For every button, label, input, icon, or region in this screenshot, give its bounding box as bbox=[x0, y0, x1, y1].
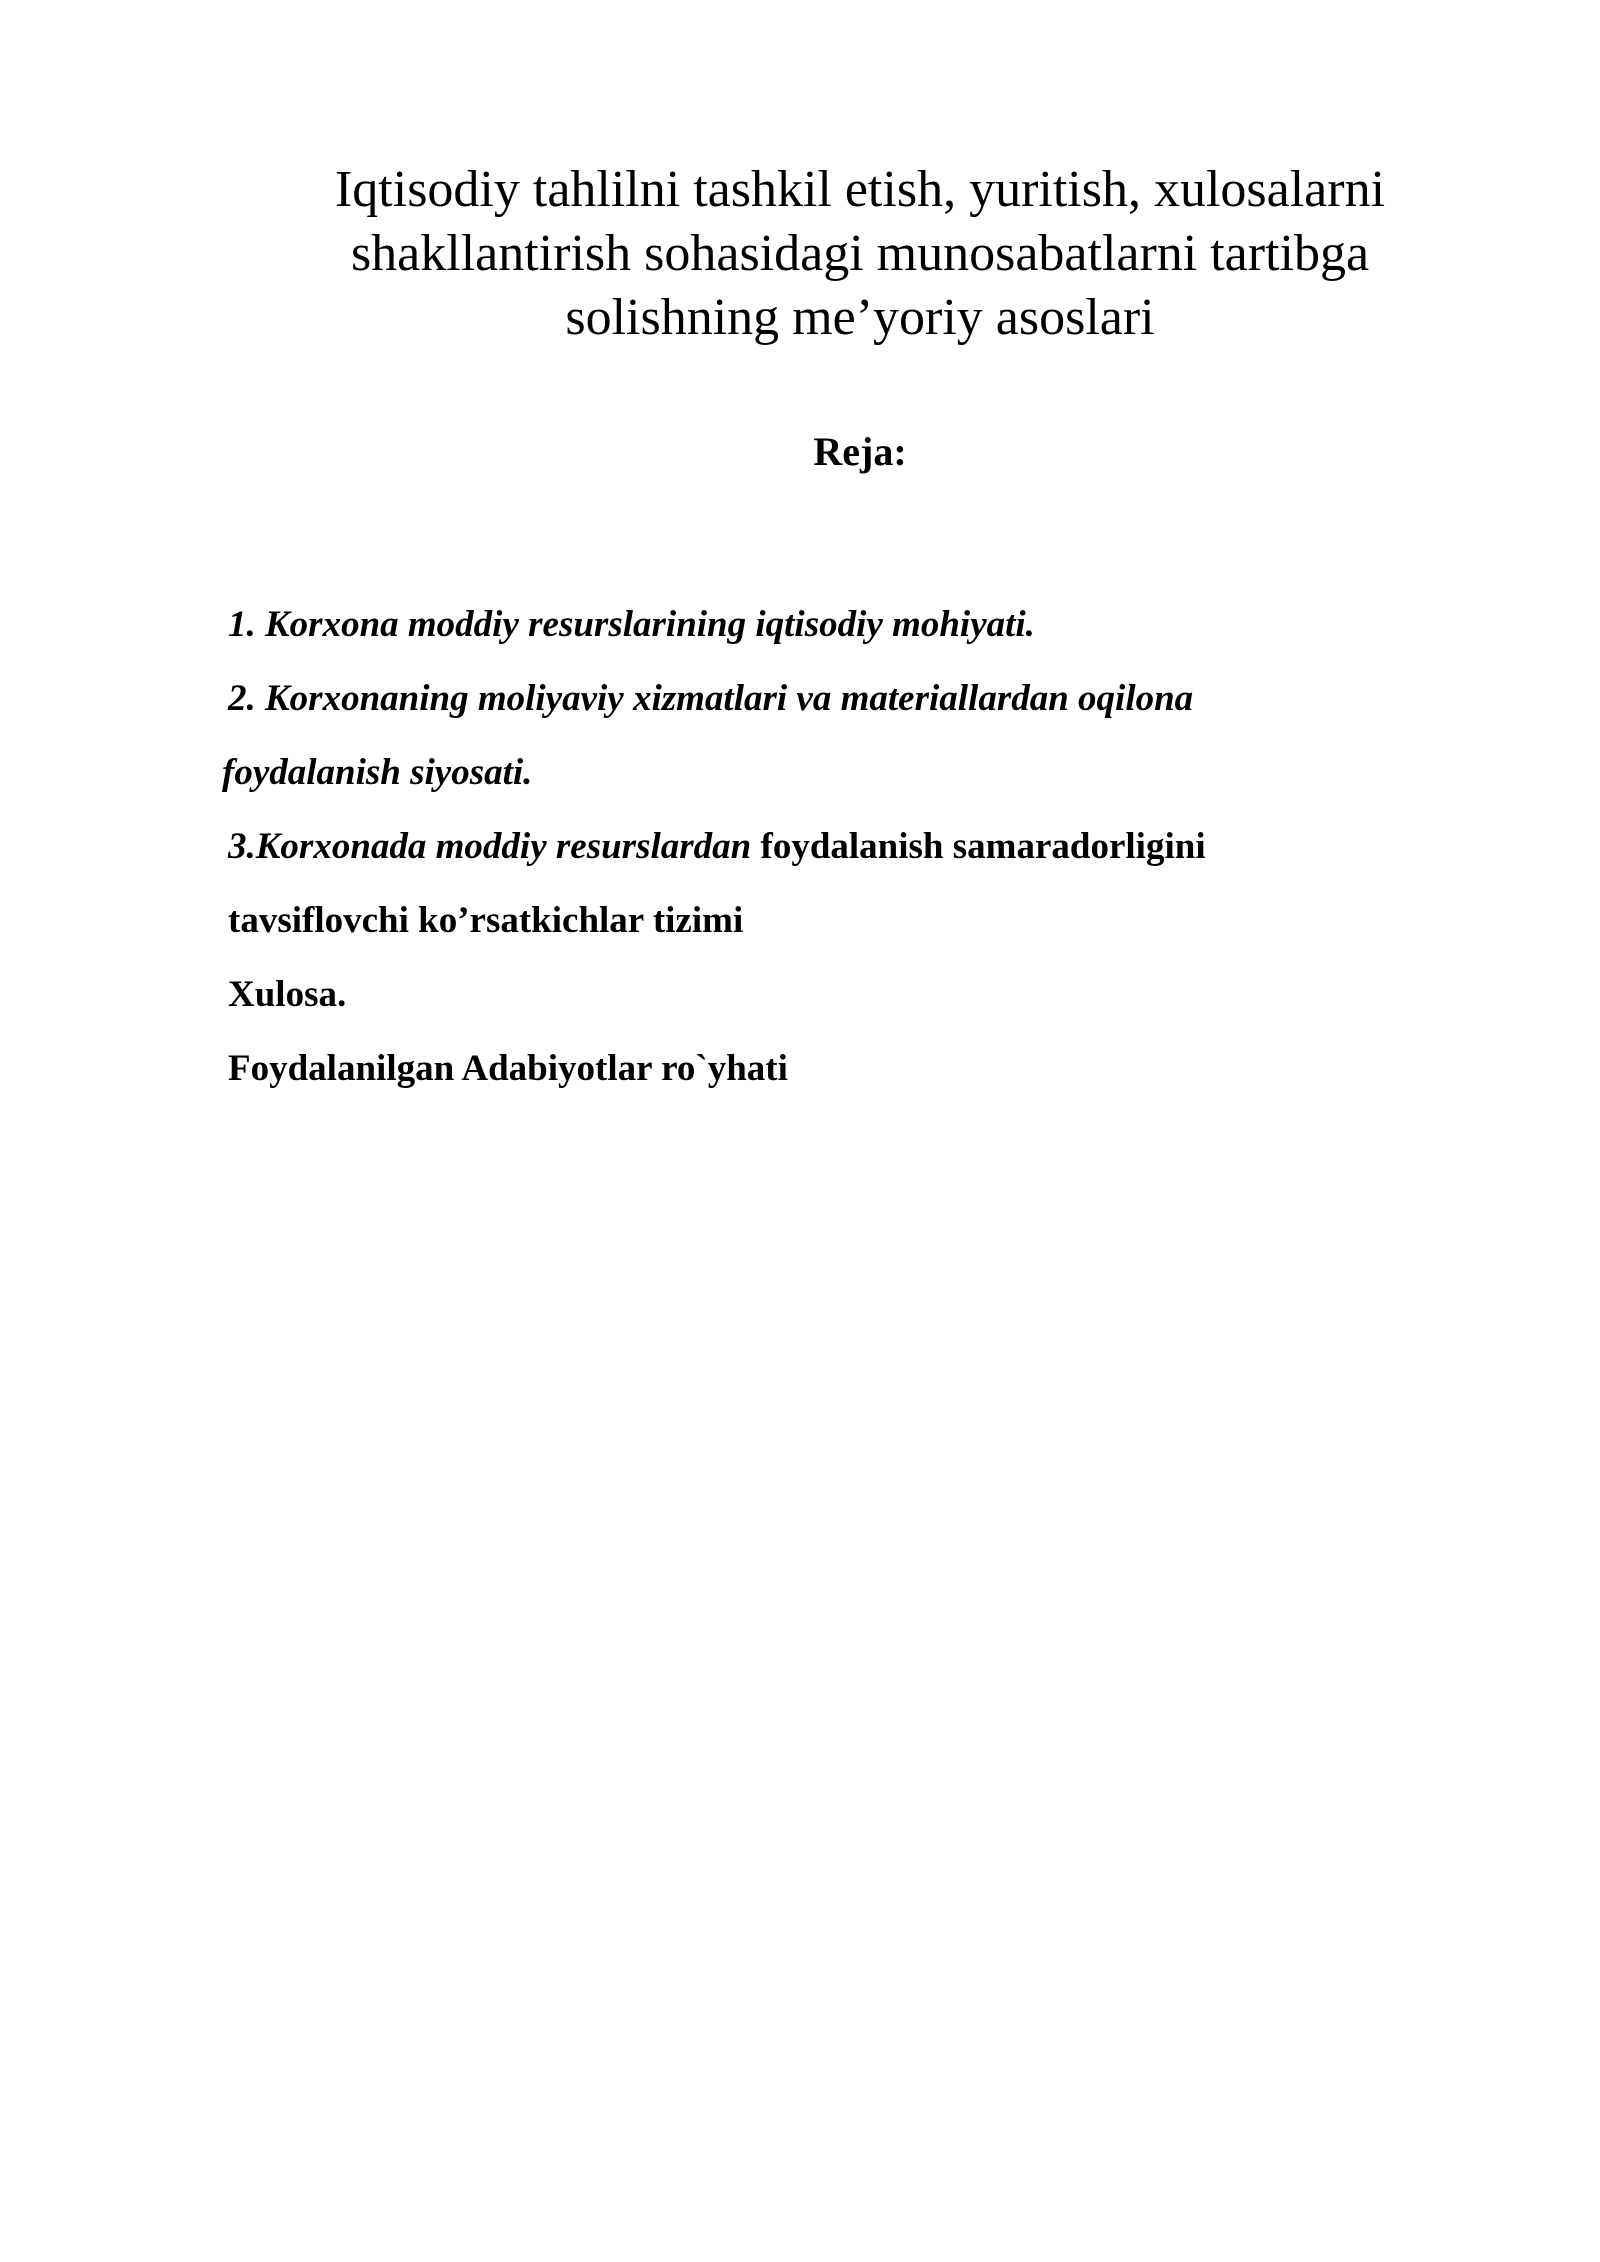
plan-item-italic-text: 3.Korxonada moddiy resurslardan bbox=[228, 826, 752, 867]
plan-item-conclusion bbox=[228, 958, 1428, 1032]
plan-list bbox=[222, 588, 1428, 1106]
plan-item bbox=[228, 810, 1428, 884]
plan-item bbox=[228, 588, 1428, 662]
document-title: Iqtisodiy tahlilni tashkil etish, yuritish, xulosalarni shakllantirish sohasidagi munosabatlarni tartibga solishning me’yoriy asoslari bbox=[334, 161, 1386, 346]
plan-item-references bbox=[228, 1032, 1428, 1106]
plan-item-text: tavsiflovchi ko’rsatkichlar tizimi bbox=[228, 900, 744, 941]
plan-item-text: Xulosa. bbox=[228, 974, 347, 1015]
plan-item-text: foydalanish samaradorligini bbox=[751, 826, 1206, 867]
plan-item-continuation bbox=[228, 884, 1428, 958]
plan-item-text: Foydalanilgan Adabiyotlar ro`yhati bbox=[228, 1048, 788, 1089]
plan-item-italic-text: foydalanish siyosati. bbox=[222, 752, 533, 793]
plan-item bbox=[228, 662, 1428, 736]
plan-heading: Reja: bbox=[813, 429, 907, 474]
plan-item-continuation bbox=[222, 736, 1428, 810]
plan-item-italic-text: 1. Korxona moddiy resurslarining iqtisodiy mohiyati. bbox=[228, 604, 1035, 645]
plan-item-italic-text: 2. Korxonaning moliyaviy xizmatlari va materiallardan oqilona bbox=[228, 678, 1194, 719]
